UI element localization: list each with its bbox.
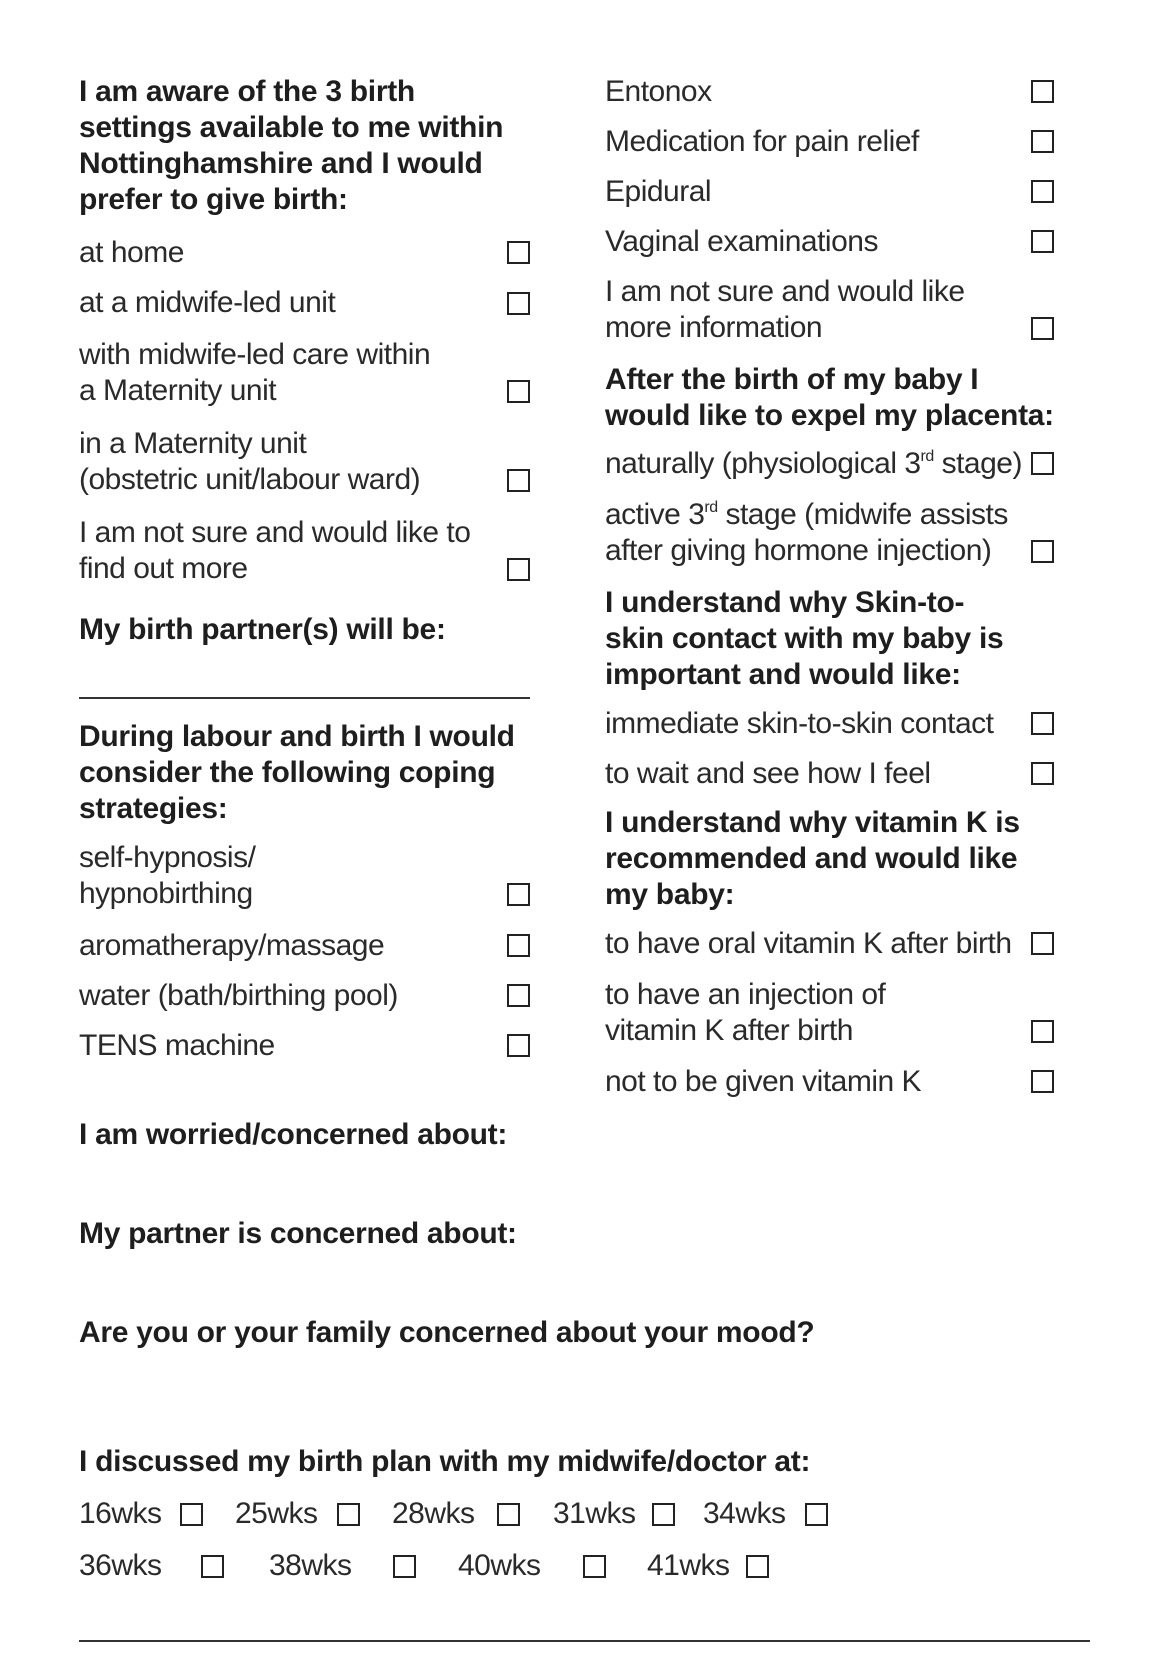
heading-line: settings available to me within: [79, 111, 504, 144]
option-active-stage-label: active 3rd stage (midwife assists after giving hormone injection): [605, 498, 1008, 567]
checkbox-week-34[interactable]: [805, 1503, 828, 1526]
birth-partner-heading: My birth partner(s) will be:: [79, 613, 446, 646]
week-31-label: 31wks: [553, 1497, 636, 1530]
heading-line: Nottinghamshire and I would: [79, 147, 483, 180]
heading-line: I am aware of the 3 birth: [79, 75, 415, 108]
placenta-heading: After the birth of my baby I would like to expel my placenta:: [605, 363, 1054, 432]
checkbox-physiological[interactable]: [1031, 452, 1054, 475]
option-not-sure-coping-label: I am not sure and would like more information: [605, 275, 965, 344]
checkbox-immediate-skin[interactable]: [1031, 712, 1054, 735]
coping-heading: During labour and birth I would consider the following coping strategies:: [79, 720, 515, 825]
checkbox-not-sure-setting[interactable]: [507, 558, 530, 581]
checkbox-maternity-unit[interactable]: [507, 469, 530, 492]
option-hypnobirthing-label: self-hypnosis/ hypnobirthing: [79, 841, 256, 910]
checkbox-aromatherapy[interactable]: [507, 934, 530, 957]
option-epidural-label: Epidural: [605, 175, 712, 208]
week-16-label: 16wks: [79, 1497, 162, 1530]
option-physiological-label: naturally (physiological 3rd stage): [605, 447, 1022, 480]
discussed-heading: I discussed my birth plan with my midwife/doctor at:: [79, 1445, 811, 1478]
vitamin-k-heading: I understand why vitamin K is recommended and would like my baby:: [605, 806, 1020, 911]
option-injection-vitamin-k-label: to have an injection of vitamin K after birth: [605, 978, 886, 1047]
option-midwife-led-unit-label: at a midwife-led unit: [79, 286, 336, 319]
option-vaginal-exam-label: Vaginal examinations: [605, 225, 878, 258]
checkbox-midwife-led-unit[interactable]: [507, 292, 530, 315]
birth-partner-write-line[interactable]: [79, 697, 530, 699]
checkbox-week-25[interactable]: [337, 1503, 360, 1526]
checkbox-injection-vitamin-k[interactable]: [1031, 1020, 1054, 1043]
bottom-rule: [79, 1640, 1090, 1642]
checkbox-week-40[interactable]: [583, 1555, 606, 1578]
checkbox-epidural[interactable]: [1031, 180, 1054, 203]
mood-concern-heading: Are you or your family concerned about your mood?: [79, 1316, 815, 1349]
option-not-sure-setting-label: I am not sure and would like to find out more: [79, 516, 471, 585]
week-25-label: 25wks: [235, 1497, 318, 1530]
option-tens-label: TENS machine: [79, 1029, 275, 1062]
checkbox-entonox[interactable]: [1031, 80, 1054, 103]
week-36-label: 36wks: [79, 1549, 162, 1582]
checkbox-week-36[interactable]: [201, 1555, 224, 1578]
checkbox-week-38[interactable]: [393, 1555, 416, 1578]
option-medication-label: Medication for pain relief: [605, 125, 919, 158]
option-midwife-led-care-label: with midwife-led care within a Maternity unit: [79, 338, 431, 407]
week-40-label: 40wks: [458, 1549, 541, 1582]
option-entonox-label: Entonox: [605, 75, 712, 108]
option-oral-vitamin-k-label: to have oral vitamin K after birth: [605, 927, 1012, 960]
checkbox-not-sure-coping[interactable]: [1031, 317, 1054, 340]
checkbox-vaginal-exam[interactable]: [1031, 230, 1054, 253]
option-no-vitamin-k-label: not to be given vitamin K: [605, 1065, 922, 1098]
week-28-label: 28wks: [392, 1497, 475, 1530]
option-wait-and-see-label: to wait and see how I feel: [605, 757, 931, 790]
checkbox-active-stage[interactable]: [1031, 540, 1054, 563]
checkbox-week-31[interactable]: [652, 1503, 675, 1526]
checkbox-water[interactable]: [507, 984, 530, 1007]
option-aromatherapy-label: aromatherapy/massage: [79, 929, 385, 962]
option-immediate-skin-label: immediate skin-to-skin contact: [605, 707, 994, 740]
week-38-label: 38wks: [269, 1549, 352, 1582]
skin-to-skin-heading: I understand why Skin-to- skin contact with my baby is important and would like:: [605, 586, 1004, 691]
option-water-label: water (bath/birthing pool): [79, 979, 398, 1012]
week-34-label: 34wks: [703, 1497, 786, 1530]
checkbox-hypnobirthing[interactable]: [507, 883, 530, 906]
checkbox-wait-and-see[interactable]: [1031, 762, 1054, 785]
partner-concerned-heading: My partner is concerned about:: [79, 1217, 517, 1250]
checkbox-week-16[interactable]: [180, 1503, 203, 1526]
week-41-label: 41wks: [647, 1549, 730, 1582]
option-at-home-label: at home: [79, 236, 184, 269]
checkbox-week-41[interactable]: [746, 1555, 769, 1578]
checkbox-oral-vitamin-k[interactable]: [1031, 932, 1054, 955]
checkbox-no-vitamin-k[interactable]: [1031, 1070, 1054, 1093]
checkbox-medication[interactable]: [1031, 130, 1054, 153]
checkbox-tens[interactable]: [507, 1034, 530, 1057]
checkbox-week-28[interactable]: [497, 1503, 520, 1526]
checkbox-at-home[interactable]: [507, 241, 530, 264]
worried-heading: I am worried/concerned about:: [79, 1118, 508, 1151]
heading-line: prefer to give birth:: [79, 183, 348, 216]
birth-setting-heading: [79, 74, 503, 218]
option-maternity-unit-label: in a Maternity unit (obstetric unit/labour ward): [79, 427, 421, 496]
checkbox-midwife-led-care[interactable]: [507, 380, 530, 403]
